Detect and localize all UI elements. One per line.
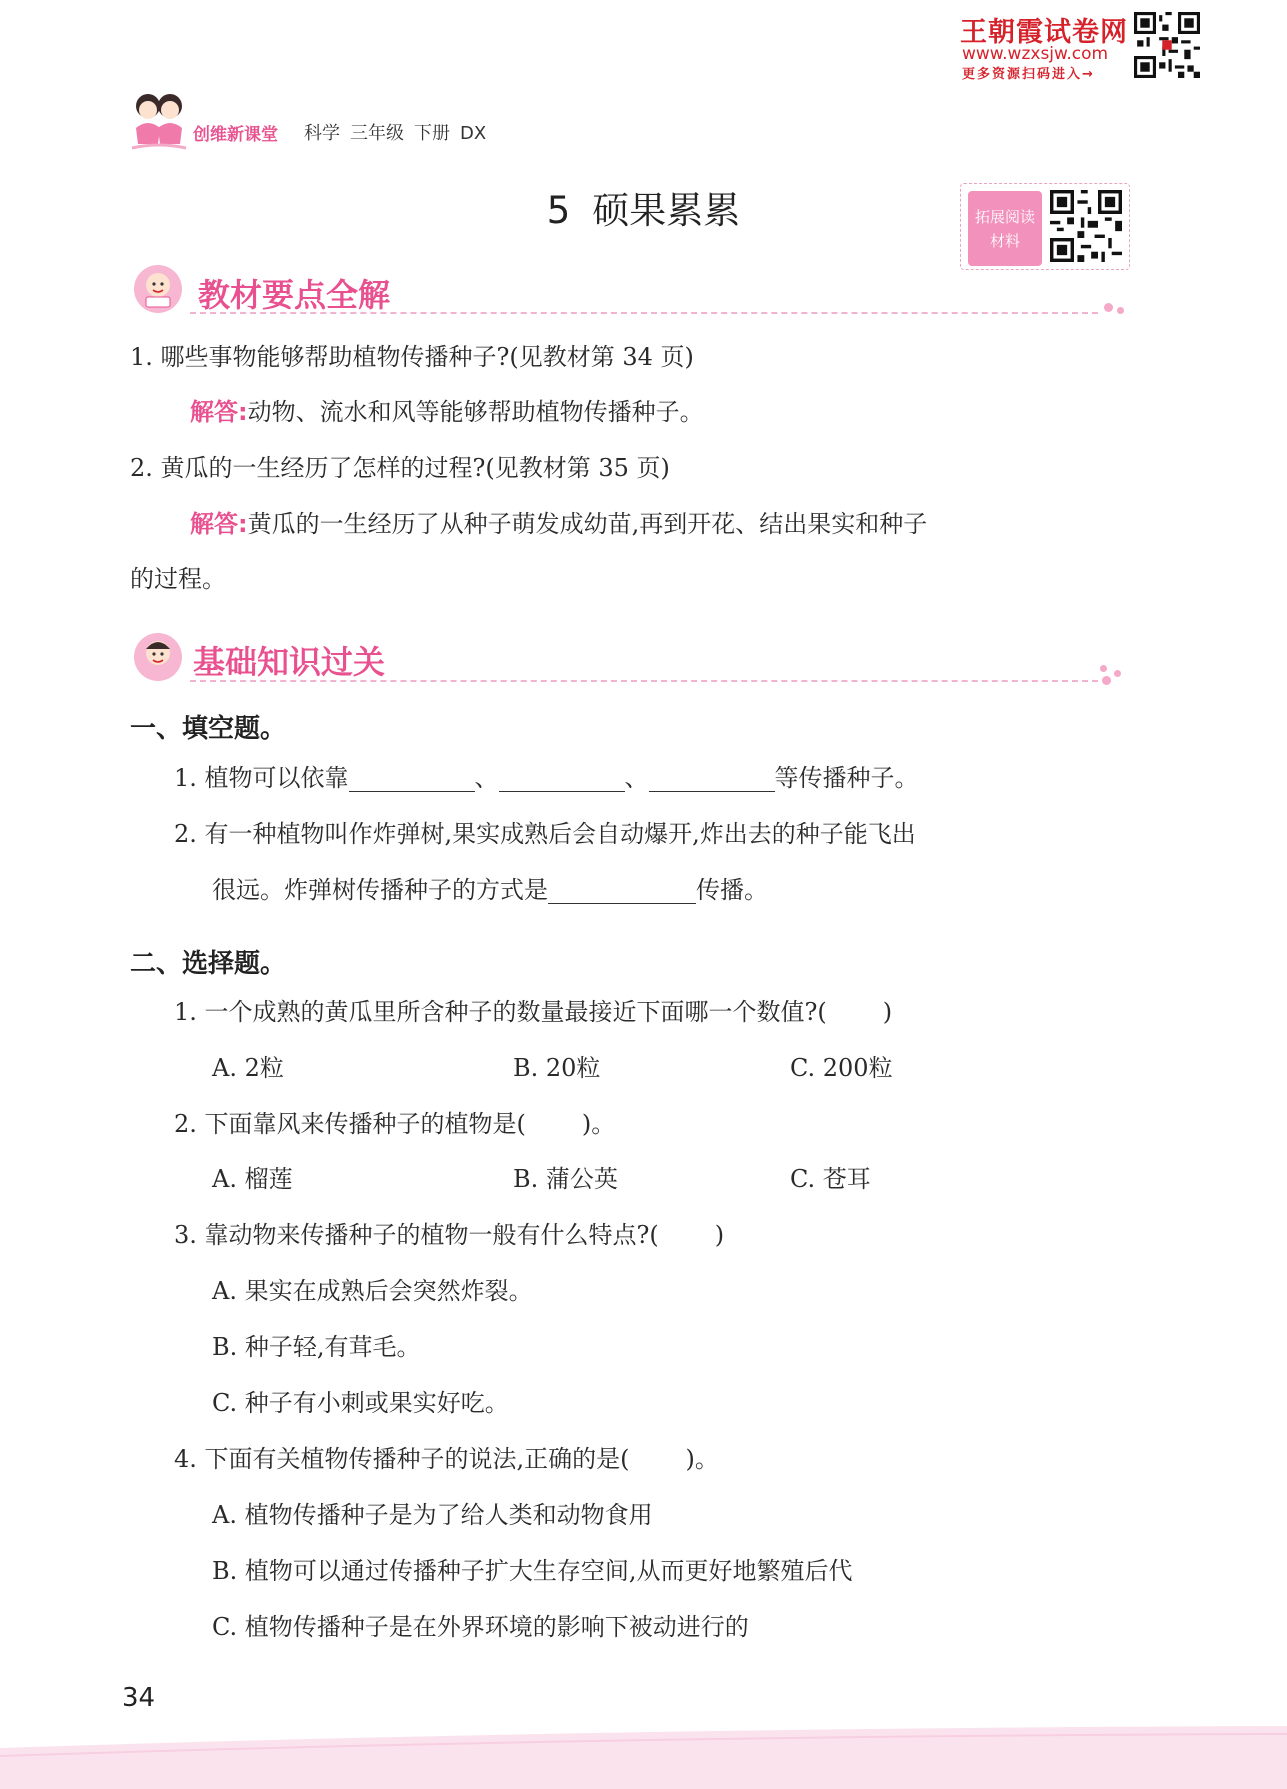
ext-reading-line2: 材料: [989, 231, 1020, 250]
option-b[interactable]: B. 种子轻,有茸毛。: [212, 1333, 421, 1361]
section-title: 基础知识过关: [193, 643, 386, 681]
question-prompt: 4. 下面有关植物传播种子的说法,正确的是(: [174, 1445, 630, 1473]
option-c[interactable]: C. 植物传播种子是在外界环境的影响下被动进行的: [212, 1613, 749, 1641]
qr-code-icon[interactable]: [1050, 190, 1122, 262]
question-text: 2. 黄瓜的一生经历了怎样的过程?(见教材第 35 页): [130, 454, 670, 482]
section-divider: [190, 680, 1098, 682]
answer-text: 动物、流水和风等能够帮助植物传播种子。: [247, 398, 704, 426]
question-text: [174, 1221, 724, 1249]
question-prompt: 2. 下面靠风来传播种子的植物是(: [174, 1110, 526, 1138]
question-text: 2. 有一种植物叫作炸弹树,果实成熟后会自动爆开,炸出去的种子能飞出: [174, 820, 916, 848]
option-a[interactable]: A. 植物传播种子是为了给人类和动物食用: [212, 1501, 653, 1529]
lesson-title: 硕果累累: [592, 189, 741, 232]
breadcrumb-volume: 下册: [414, 123, 450, 144]
question-close: )。: [685, 1445, 719, 1473]
separator: 、: [474, 764, 499, 792]
section-mascot-icon: [132, 263, 184, 315]
answer-blank[interactable]: [649, 767, 775, 792]
answer-text: 黄瓜的一生经历了从种子萌发成幼苗,再到开花、结出果实和种子: [247, 510, 928, 538]
decor-dot: [1102, 676, 1111, 685]
mascot-icon: [128, 88, 190, 154]
question-text: 1. 哪些事物能够帮助植物传播种子?(见教材第 34 页): [130, 343, 694, 371]
question-suffix: 传播。: [696, 876, 768, 904]
decor-dot: [1117, 307, 1124, 314]
question-close: ): [882, 998, 893, 1026]
question-prompt: 1. 植物可以依靠: [174, 764, 349, 792]
watermark-title: 王朝霞试卷网: [960, 17, 1128, 48]
answer-label: 解答:: [190, 510, 248, 538]
separator: 、: [624, 764, 649, 792]
footer-band: [0, 1718, 1287, 1789]
option-b[interactable]: B. 20粒: [513, 1054, 601, 1082]
answer-text: 的过程。: [130, 565, 226, 593]
option-a[interactable]: A. 2粒: [212, 1054, 284, 1082]
answer-block: [190, 510, 927, 538]
ext-reading-label[interactable]: [968, 191, 1042, 266]
answer-label: 解答:: [190, 398, 248, 426]
breadcrumb: [304, 119, 496, 145]
watermark-tip: 更多资源扫码进入→: [962, 67, 1095, 82]
page-number: 34: [122, 1683, 156, 1713]
breadcrumb-subject: 科学: [304, 123, 340, 144]
answer-blank[interactable]: [499, 767, 625, 792]
option-c[interactable]: C. 苍耳: [790, 1165, 871, 1193]
question-prompt: 很远。炸弹树传播种子的方式是: [212, 876, 548, 904]
option-b[interactable]: B. 蒲公英: [513, 1165, 618, 1193]
question-text: [174, 998, 892, 1026]
watermark-url[interactable]: www.wzxsjw.com: [962, 44, 1109, 64]
answer-blank[interactable]: [548, 879, 696, 904]
question-group-heading: 一、填空题。: [130, 714, 287, 744]
option-a[interactable]: A. 榴莲: [212, 1165, 293, 1193]
question-close: ): [714, 1221, 725, 1249]
question-group-heading: 二、选择题。: [130, 949, 287, 979]
breadcrumb-edition: DX: [460, 123, 487, 144]
brand-name: 创维新课堂: [193, 125, 278, 145]
question-text: [174, 1110, 615, 1138]
section-mascot-icon: [132, 631, 184, 683]
question-close: )。: [581, 1110, 616, 1138]
ext-reading-line1: 拓展阅读: [974, 207, 1035, 226]
option-c[interactable]: C. 200粒: [790, 1054, 893, 1082]
qr-code-icon[interactable]: [1134, 12, 1200, 78]
option-a[interactable]: A. 果实在成熟后会突然炸裂。: [212, 1277, 533, 1305]
decor-dot: [1104, 303, 1113, 312]
decor-dot: [1114, 670, 1121, 677]
question-text: [174, 764, 919, 792]
question-prompt: 1. 一个成熟的黄瓜里所含种子的数量最接近下面哪一个数值?(: [174, 998, 827, 1026]
breadcrumb-grade: 三年级: [350, 123, 404, 144]
option-c[interactable]: C. 种子有小刺或果实好吃。: [212, 1389, 509, 1417]
lesson-number: 5: [546, 189, 571, 232]
question-text: [174, 1445, 719, 1473]
decor-dot: [1100, 665, 1107, 672]
question-text: [212, 876, 768, 904]
question-suffix: 等传播种子。: [774, 764, 919, 792]
section-title: 教材要点全解: [198, 276, 391, 314]
section-divider: [190, 312, 1098, 314]
answer-block: [190, 398, 704, 426]
option-b[interactable]: B. 植物可以通过传播种子扩大生存空间,从而更好地繁殖后代: [212, 1557, 853, 1585]
question-prompt: 3. 靠动物来传播种子的植物一般有什么特点?(: [174, 1221, 659, 1249]
answer-blank[interactable]: [349, 767, 475, 792]
